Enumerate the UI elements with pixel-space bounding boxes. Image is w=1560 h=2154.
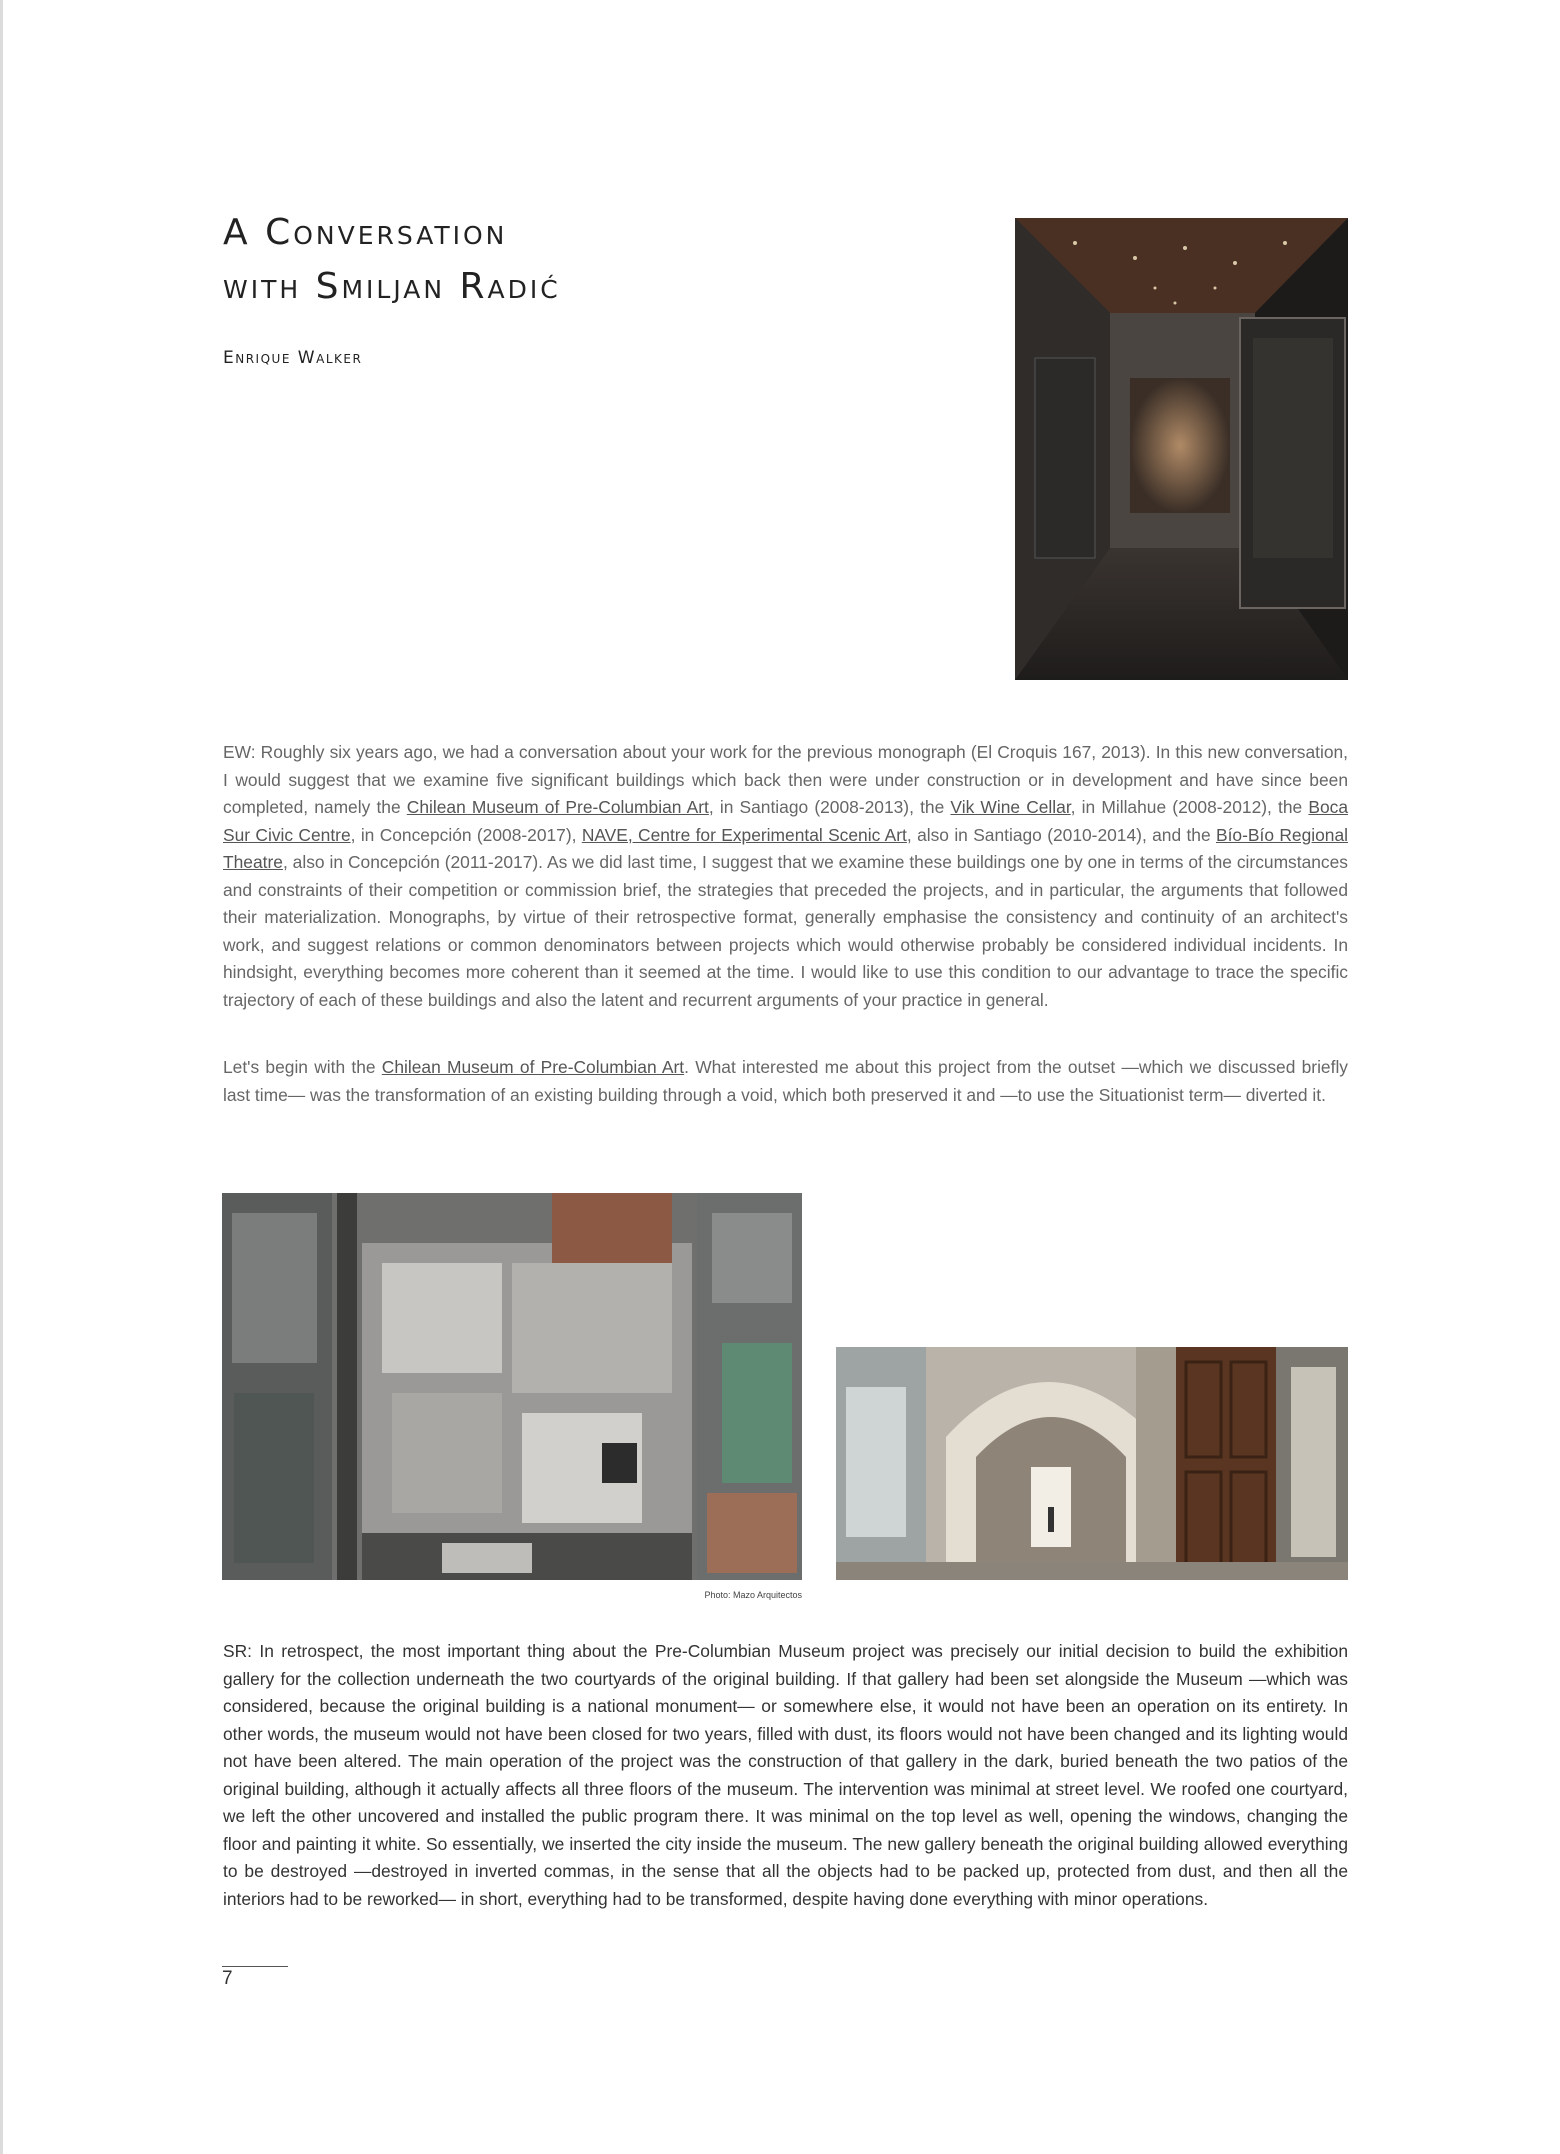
paragraph-answer: SR: In retrospect, the most important thing about the Pre-Columbian Museum project was precisely our initial decision to build the exhibition gallery for the collection underneath the two courtyards of the original building. If that gallery had been set alongside the Museum —which was considered, because the original building is a national monument— or somewhere else, it would not have been an operation on its entirety. In other words, the museum would not have been closed for two years, filled with dust, its floors would not have been changed and its lighting would not have been altered. The main operation of the project was the construction of that gallery in the dark, buried beneath the two patios of the original building, although it actually affects all three floors of the museum. The intervention was minimal at street level. We roofed one courtyard, we left the other uncovered and installed the public program there. It was minimal on the top level as well, opening the windows, changing the floor and painting it white. So essentially, we inserted the city inside the museum. The new gallery beneath the original building allowed everything to be destroyed —destroyed in inverted commas, in the sense that all the objects had to be packed up, protected from dust, and then all the interiors had to be reworked— in short, everything had to be transformed, despite having done everything with minor operations.: [223, 1641, 1348, 1909]
title-line-2: with Smiljan Radić: [223, 266, 561, 307]
museum-gallery-photo: [1015, 218, 1348, 680]
author-name: Enrique Walker: [223, 348, 363, 368]
paragraph-question-text-1: Let's begin with the: [223, 1057, 382, 1077]
link-nave-centre[interactable]: NAVE, Centre for Experimental Scenic Art: [581, 824, 907, 845]
arcade-corridor-photo: [836, 1347, 1348, 1580]
article-title: [223, 206, 561, 314]
paragraph-intro-text-4: , in Concepción (2008-2017),: [350, 824, 582, 845]
aerial-city-photo: [222, 1193, 802, 1580]
link-vik-wine-cellar[interactable]: Vik Wine Cellar: [950, 797, 1071, 817]
title-line-1: A Conversation: [223, 212, 508, 253]
paragraph-intro-text-5: , also in Santiago (2010-2014), and the: [906, 824, 1216, 845]
link-chilean-museum[interactable]: Chilean Museum of Pre-Columbian Art: [406, 797, 709, 817]
paragraph-intro-text-3: , in Millahue (2008-2012), the: [1070, 797, 1309, 817]
page-edge: [0, 0, 3, 2154]
photo-credit: Photo: Mazo Arquitectos: [704, 1590, 802, 1600]
paragraph-question-text-2: . What interested me about this project from the outset —which we discussed briefly last time— was the transformation of an existing building through a void, which both preserved it and —to use the Situationist term— diverted it.: [223, 1057, 1348, 1105]
paragraph-intro: [223, 739, 1348, 1014]
link-chilean-museum-2[interactable]: Chilean Museum of Pre-Columbian Art: [381, 1057, 685, 1077]
link-bio-bio-theatre[interactable]: Bío-Bío Regional Theatre: [223, 824, 1348, 872]
page-number: 7: [222, 1968, 233, 1989]
paragraph-intro-text-6: , also in Concepción (2011-2017). As we did last time, I suggest that we examine these buildings one by one in terms of the circumstances and constraints of their competition or commission brief, the strategies that preceded the projects, and in particular, the arguments that followed their materialization. Monographs, by virtue of their retrospective format, generally emphasise the consistency and continuity of an architect's work, and suggest relations or common denominators between projects which would otherwise probably be considered individual incidents. In hindsight, everything becomes more coherent than it seemed at the time. I would like to use this condition to our advantage to trace the specific trajectory of each of these buildings and also the latent and recurrent arguments of your practice in general.: [223, 852, 1348, 1010]
page-number-rule: [222, 1966, 288, 1967]
link-boca-sur-civic-centre[interactable]: Boca Sur Civic Centre: [223, 797, 1348, 845]
paragraph-intro-text-1: EW: Roughly six years ago, we had a conversation about your work for the previous monograph (El Croquis 167, 2013). In this new conversation, I would suggest that we examine five significant buildings which back then were under construction or in development and have since been completed, namely the: [223, 742, 1348, 817]
paragraph-question: [223, 1054, 1348, 1109]
paragraph-intro-text-2: , in Santiago (2008-2013), the: [708, 797, 951, 817]
